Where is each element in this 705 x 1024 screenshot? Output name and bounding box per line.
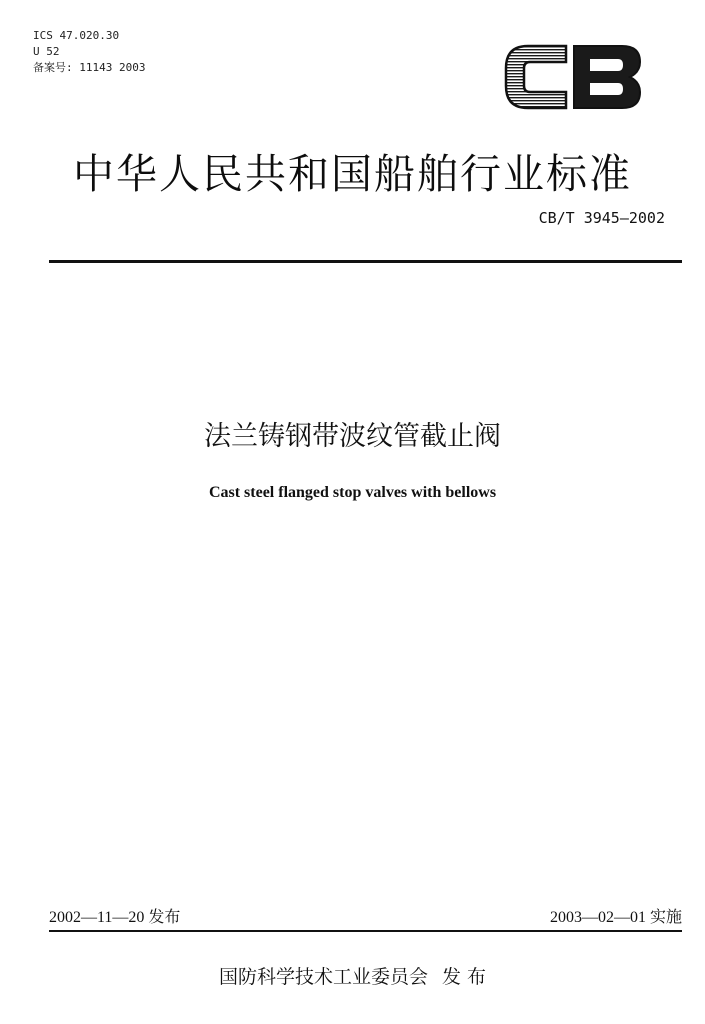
implementation-date: 2003—02—01 实施 — [549, 909, 682, 926]
document-title-cn: 法兰铸钢带波纹管截止阀 — [204, 421, 501, 452]
publisher-name: 国防科学技术工业委员会 — [218, 966, 428, 988]
classification-code: U 52 — [33, 45, 60, 58]
publisher-line — [0, 962, 705, 989]
standard-title: 中华人民共和国船舶行业标准 — [73, 150, 632, 198]
footer-divider — [49, 930, 682, 932]
cb-logo — [500, 40, 644, 114]
issue-date: 2002—11—20 发布 — [49, 909, 181, 926]
header-divider — [49, 260, 682, 263]
publish-label: 发 布 — [441, 966, 487, 988]
document-metadata — [33, 28, 145, 76]
standard-number: CB/T 3945—2002 — [538, 209, 665, 227]
ics-code: ICS 47.020.30 — [33, 29, 120, 42]
filing-number: 备案号: 11143 2003 — [33, 61, 146, 74]
document-title-en: Cast steel flanged stop valves with bellows — [208, 484, 497, 501]
